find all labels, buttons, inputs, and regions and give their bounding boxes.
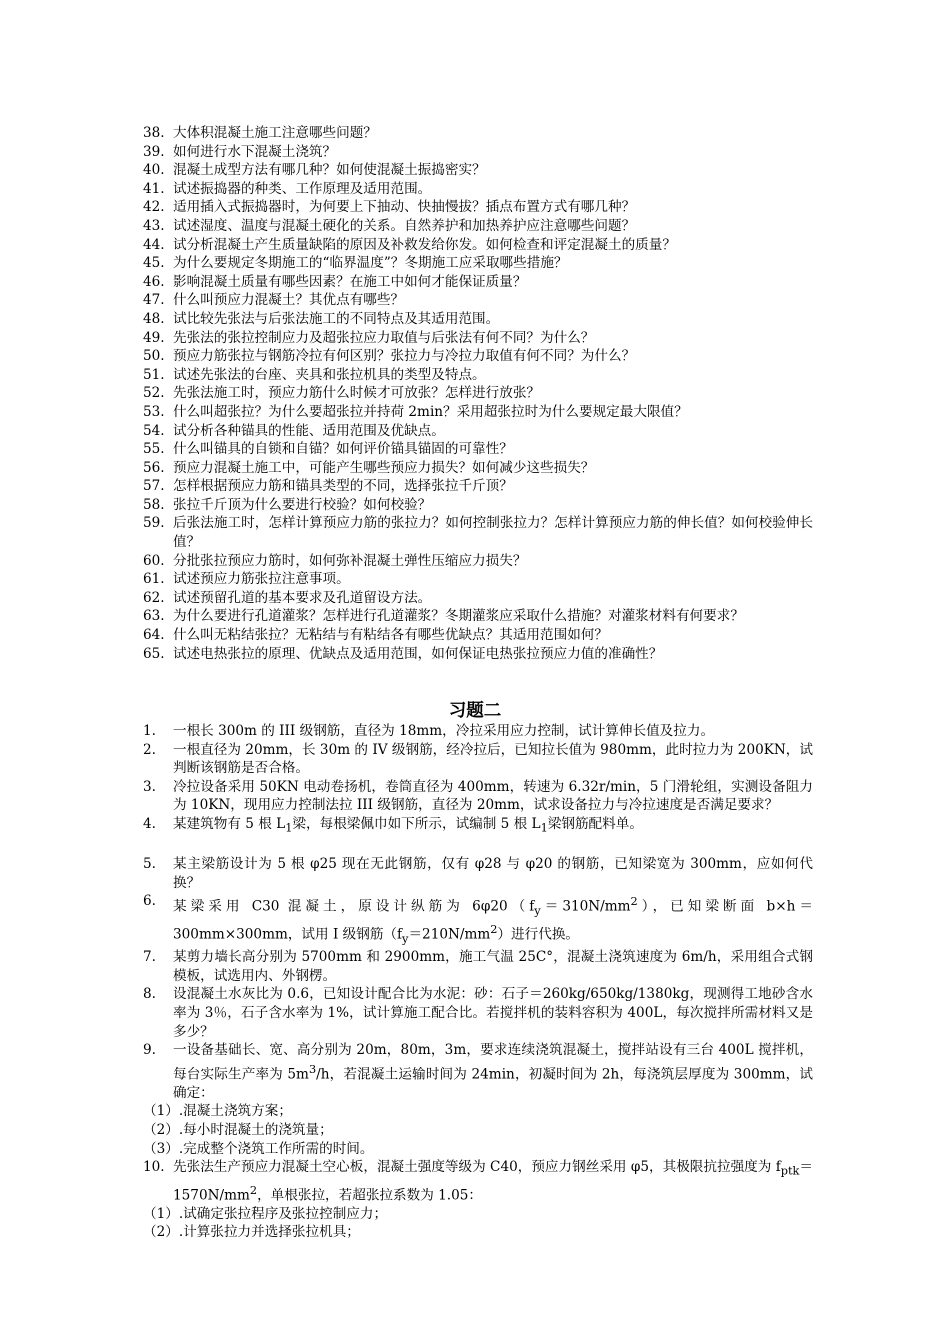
question-number: 9. (143, 1042, 156, 1059)
question-item (143, 722, 813, 741)
question-item (143, 645, 813, 664)
question-number: 38. (143, 125, 165, 141)
question-list-section1 (143, 124, 813, 663)
text-run: ）进行代换。 (497, 926, 580, 943)
question-text: 冷拉设备采用 50KN 电动卷扬机，卷筒直径为 400mm，转速为 6.32r/min，5 门滑轮组，实测设备阻力为 10KN，现用应力控制法拉 III 级钢筋，直径为 20mm，试求设备拉力与冷拉速度是否满足要求？ (173, 778, 813, 814)
question-text: 设混凝土水灰比为 0.6，已知设计配合比为水泥：砂：石子＝260kg/650kg/1380kg，现测得工地砂含水率为 3％，石子含水率为 1%，试计算施工配合比。若搅拌机的装料容积为 400L，每次搅拌所需材料又是多少？ (173, 986, 813, 1040)
question-text: 试比较先张法与后张法施工的不同特点及其适用范围。 (173, 310, 500, 327)
question-text: 如何进行水下混凝土浇筑？ (173, 143, 337, 160)
question-number: 56. (143, 459, 165, 476)
question-number: 44. (143, 236, 165, 253)
question-number: 48. (143, 310, 165, 327)
question-item (143, 403, 813, 422)
blank-space (143, 837, 813, 855)
question-text: 试述预留孔道的基本要求及孔道留设方法。 (173, 589, 432, 606)
sub-item: （1）.试确定张拉程序及张拉控制应力； (143, 1205, 388, 1222)
question-text: 张拉千斤顶为什么要进行校验？如何校验？ (173, 496, 432, 513)
question-item (143, 273, 813, 292)
question-text: 什么叫超张拉？为什么要超张拉并持荷 2min？采用超张拉时为什么要规定最大限值？ (173, 403, 688, 420)
question-text: 试分析各种锚具的性能、适用范围及优缺点。 (173, 422, 445, 439)
text-run: 一设备基础长、宽、高分别为 20m，80m，3m，要求连续浇筑混凝土，搅拌站设有三台 400L 搅拌机，每台实际生产率为 5m (173, 1042, 813, 1083)
text-run: /h，若混凝土运输时间为 24min，初凝时间为 2h，每浇筑层厚度为 300mm，试确定： (173, 1066, 814, 1101)
question-item (143, 180, 813, 199)
question-item (143, 570, 813, 589)
question-number: 53. (143, 403, 165, 420)
question-text: 为什么要进行孔道灌浆？怎样进行孔道灌浆？冬期灌浆应采取什么措施？对灌浆材料有何要求？ (173, 608, 744, 625)
text-run: ，单根张拉，若超张拉系数为 1.05： (257, 1187, 482, 1204)
question-text: 一根直径为 20mm，长 30m 的 IV 级钢筋，经冷拉后，已知拉长值为 980mm，此时拉力为 200KN，试判断该钢筋是否合格。 (173, 741, 813, 777)
question-text (173, 1041, 813, 1102)
question-item (143, 291, 813, 310)
text-run: 梁钢筋配料单。 (547, 815, 643, 832)
question-item (143, 143, 813, 162)
question-item (143, 124, 813, 143)
question-item (143, 607, 813, 626)
question-number: 59. (143, 515, 165, 532)
question-number: 42. (143, 199, 165, 216)
question-text: 试分析混凝土产生质量缺陷的原因及补救发给你发。如何检查和评定混凝土的质量？ (173, 236, 676, 253)
sub-item: （2）.计算张拉力并选择张拉机具； (143, 1224, 360, 1241)
question-text: 先张法施工时，预应力筋什么时候才可放张？怎样进行放张？ (173, 385, 541, 402)
question-item (143, 589, 813, 608)
question-number: 7. (143, 949, 156, 966)
question-text: 什么叫预应力混凝土？其优点有哪些？ (173, 292, 405, 309)
question-number: 62. (143, 589, 165, 606)
question-item (143, 855, 813, 892)
question-number: 45. (143, 255, 165, 272)
text-run: ＝310N/mm (540, 899, 631, 915)
question-text: 试述先张法的台座、夹具和张拉机具的类型及特点。 (173, 366, 486, 383)
question-item (143, 1158, 813, 1204)
text-run: ＝210N/mm (408, 926, 491, 943)
sub-item: （1）.混凝土浇筑方案； (143, 1103, 292, 1120)
question-number: 63. (143, 608, 165, 625)
question-item (143, 236, 813, 255)
question-number: 41. (143, 180, 165, 197)
superscript: 3 (308, 1061, 317, 1076)
question-text: 试述预应力筋张拉注意事项。 (173, 571, 350, 588)
question-number: 8. (143, 986, 156, 1003)
question-item (143, 741, 813, 778)
sub-item: （3）.完成整个浇筑工作所需的时间。 (143, 1140, 374, 1157)
question-text: 先张法的张拉控制应力及超张拉应力取值与后张法有何不同？为什么？ (173, 329, 595, 346)
question-item (143, 778, 813, 815)
question-text: 某剪力墙长高分别为 5700mm 和 2900mm，施工气温 25C°，混凝土浇筑速度为 6m/h，采用组合式钢模板，试选用内、外钢楞。 (173, 949, 813, 984)
question-number: 2. (143, 741, 156, 758)
question-item (143, 217, 813, 236)
question-number: 4. (143, 815, 156, 832)
question-number: 57. (143, 478, 165, 495)
question-item (143, 347, 813, 366)
question-text: 试述电热张拉的原理、优缺点及适用范围，如何保证电热张拉预应力值的准确性？ (173, 645, 663, 662)
question-list-section2 (143, 722, 813, 1242)
question-item (143, 514, 813, 551)
question-item (143, 477, 813, 496)
question-text (173, 892, 813, 948)
question-item (143, 892, 813, 948)
question-number: 58. (143, 496, 165, 513)
question-number: 51. (143, 366, 165, 383)
text-run: 梁，每根梁佩巾如下所示，试编制 5 根 L (292, 815, 541, 832)
question-item (143, 310, 813, 329)
question-text: 预应力筋张拉与钢筋冷拉有何区别？张拉力与冷拉力取值有何不同？为什么？ (173, 348, 636, 365)
question-item (143, 1041, 813, 1102)
question-number: 3. (143, 778, 156, 795)
question-item (143, 422, 813, 441)
question-text (173, 1158, 813, 1204)
question-number: 60. (143, 552, 165, 569)
section-heading: 习题二 (448, 701, 502, 721)
question-text: 什么叫无粘结张拉？无粘结与有粘结各有哪些优缺点？其适用范围如何？ (173, 627, 608, 644)
subscript: y (534, 903, 541, 918)
question-number: 64. (143, 627, 165, 644)
question-item (143, 366, 813, 385)
question-text: 分批张拉预应力筋时，如何弥补混凝土弹性压缩应力损失？ (173, 552, 527, 569)
question-item (143, 198, 813, 217)
superscript: 2 (630, 894, 638, 909)
subscript: ptk (780, 1163, 800, 1178)
text-run: 先张法生产预应力混凝土空心板，混凝土强度等级为 C40，预应力钢丝采用 φ5，其极限抗拉强度为 f (173, 1159, 781, 1176)
question-text: 试述振捣器的种类、工作原理及适用范围。 (173, 180, 432, 197)
question-item (143, 161, 813, 180)
question-text: 大体积混凝土施工注意哪些问题？ (173, 125, 377, 141)
question-number: 54. (143, 422, 165, 439)
question-text: 试述湿度、温度与混凝土硬化的关系。自然养护和加热养护应注意哪些问题？ (173, 217, 636, 234)
question-number: 52. (143, 385, 165, 402)
question-text: 预应力混凝土施工中，可能产生哪些预应力损失？如何减少这些损失？ (173, 459, 595, 476)
question-item (143, 440, 813, 459)
question-number: 47. (143, 292, 165, 309)
question-item (143, 948, 813, 985)
question-text: 为什么要规定冬期施工的“临界温度”？冬期施工应采取哪些措施？ (173, 255, 568, 272)
question-text: 混凝土成型方法有哪几种？如何使混凝土振捣密实？ (173, 162, 486, 179)
question-text: 一根长 300m 的 III 级钢筋，直径为 18mm，冷拉采用应力控制，试计算伸长值及拉力。 (173, 723, 715, 739)
question-text: 后张法施工时，怎样计算预应力筋的张拉力？如何控制张拉力？怎样计算预应力筋的伸长值？如何校验伸长值？ (173, 515, 813, 551)
question-number: 49. (143, 329, 165, 346)
question-text (173, 815, 813, 837)
question-item (143, 496, 813, 515)
question-text: 影响混凝土质量有哪些因素？在施工中如何才能保证质量？ (173, 273, 527, 290)
question-number: 43. (143, 217, 165, 234)
question-item (143, 626, 813, 645)
question-number: 6. (143, 893, 156, 910)
question-number: 50. (143, 348, 165, 365)
question-number: 55. (143, 441, 165, 458)
question-text: 适用插入式振捣器时，为何要上下抽动、快抽慢拔？插点布置方式有哪几种？ (173, 199, 636, 216)
text-run: 某梁采用 C30 混凝土，原设计纵筋为 6φ20（f (173, 899, 535, 915)
question-number: 40. (143, 162, 165, 179)
question-item (143, 459, 813, 478)
subscript: y (402, 931, 409, 946)
question-text: 什么叫锚具的自锁和自锚？如何评价锚具锚固的可靠性？ (173, 441, 513, 458)
question-item (143, 815, 813, 837)
text-run: 某建筑物有 5 根 L (173, 815, 286, 832)
superscript: 2 (249, 1182, 258, 1197)
subscript: 1 (285, 820, 293, 835)
question-number: 39. (143, 143, 165, 160)
question-item (143, 552, 813, 571)
question-text: 某主梁筋设计为 5 根 φ25 现在无此钢筋，仅有 φ28 与 φ20 的钢筋，已知梁宽为 300mm，应如何代换？ (173, 856, 813, 891)
question-number: 46. (143, 273, 165, 290)
text-run: ＝1570N/mm (173, 1159, 814, 1204)
superscript: 2 (490, 922, 498, 937)
question-number: 1. (143, 723, 156, 739)
question-item (143, 985, 813, 1041)
subscript: 1 (540, 820, 548, 835)
question-number: 5. (143, 856, 156, 873)
question-number: 10. (143, 1159, 165, 1176)
question-item (143, 384, 813, 403)
question-text: 怎样根据预应力筋和锚具类型的不同，选择张拉千斤顶？ (173, 478, 513, 495)
sub-item: （2）.每小时混凝土的浇筑量； (143, 1122, 333, 1139)
text-run: ），已知梁断面 b×h＝300mm×300mm，试用 I 级钢筋（f (173, 899, 813, 943)
question-number: 65. (143, 645, 165, 662)
question-item (143, 329, 813, 348)
question-number: 61. (143, 571, 165, 588)
question-item (143, 254, 813, 273)
